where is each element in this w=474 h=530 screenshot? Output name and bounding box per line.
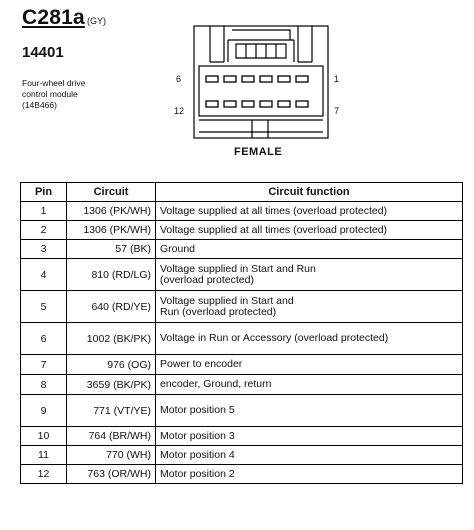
function-line: Voltage supplied in Start and Run [160, 262, 316, 275]
table-row [21, 323, 463, 355]
function-cell [156, 259, 463, 291]
connector-gender: FEMALE [234, 146, 283, 158]
circuit-cell: 1002 (BK/PK) [67, 323, 156, 355]
pin-cell: 4 [21, 259, 67, 291]
pin-cell: 1 [21, 202, 67, 221]
function-cell: Motor position 5 [156, 395, 463, 427]
table-row [21, 291, 463, 323]
table-row [21, 202, 463, 221]
circuit-cell: 3659 (BK/PK) [67, 375, 156, 395]
function-cell [156, 291, 463, 323]
column-header-circuit: Circuit [67, 183, 156, 202]
function-line: Voltage supplied in Start and [160, 294, 294, 307]
pin-cell: 6 [21, 323, 67, 355]
pin-cell: 8 [21, 375, 67, 395]
table-row [21, 395, 463, 427]
cavity-row-bottom [206, 101, 308, 107]
function-line: Run (overload protected) [160, 305, 277, 318]
function-cell: Ground [156, 240, 463, 259]
table-row [21, 446, 463, 465]
pin-cell: 2 [21, 221, 67, 240]
table-row [21, 465, 463, 484]
pin-cell: 12 [21, 465, 67, 484]
circuit-cell: 976 (OG) [67, 355, 156, 375]
table-row [21, 355, 463, 375]
pin-cell: 9 [21, 395, 67, 427]
circuit-cell: 763 (OR/WH) [67, 465, 156, 484]
pin-cell: 10 [21, 427, 67, 446]
pin-cell: 11 [21, 446, 67, 465]
function-cell: encoder, Ground, return [156, 375, 463, 395]
pin-cell: 5 [21, 291, 67, 323]
function-cell: Voltage in Run or Accessory (overload protected) [156, 323, 463, 355]
pin-label-bottom-right: 7 [334, 106, 340, 116]
function-cell: Power to encoder [156, 355, 463, 375]
table-row [21, 240, 463, 259]
function-cell: Motor position 2 [156, 465, 463, 484]
connector-code: C281a [22, 6, 85, 29]
pin-cell: 3 [21, 240, 67, 259]
function-line: (overload protected) [160, 273, 254, 286]
circuit-cell: 640 (RD/YE) [67, 291, 156, 323]
circuit-cell: 1306 (PK/WH) [67, 202, 156, 221]
function-cell: Motor position 3 [156, 427, 463, 446]
function-cell: Motor position 4 [156, 446, 463, 465]
pin-label-top-left: 6 [176, 74, 182, 84]
circuit-cell: 771 (VT/YE) [67, 395, 156, 427]
part-number: 14401 [22, 44, 64, 61]
table-row [21, 427, 463, 446]
table-row [21, 375, 463, 395]
column-header-function: Circuit function [156, 183, 463, 202]
column-header-pin: Pin [21, 183, 67, 202]
pin-label-top-right: 1 [334, 74, 340, 84]
pin-cell: 7 [21, 355, 67, 375]
table-header-row [21, 183, 463, 202]
pin-label-bottom-left: 12 [174, 106, 185, 116]
function-cell: Voltage supplied at all times (overload protected) [156, 221, 463, 240]
pin-table [20, 182, 463, 484]
cavity-row-top [206, 76, 308, 82]
description-line: Four-wheel drive [22, 78, 86, 88]
description-line: control module [22, 89, 78, 99]
circuit-cell: 57 (BK) [67, 240, 156, 259]
connector-color: (GY) [87, 16, 106, 26]
description-line: (14B466) [22, 100, 57, 110]
circuit-cell: 770 (WH) [67, 446, 156, 465]
table-row [21, 259, 463, 291]
circuit-cell: 1306 (PK/WH) [67, 221, 156, 240]
function-cell: Voltage supplied at all times (overload protected) [156, 202, 463, 221]
table-row [21, 221, 463, 240]
circuit-cell: 764 (BR/WH) [67, 427, 156, 446]
circuit-cell: 810 (RD/LG) [67, 259, 156, 291]
